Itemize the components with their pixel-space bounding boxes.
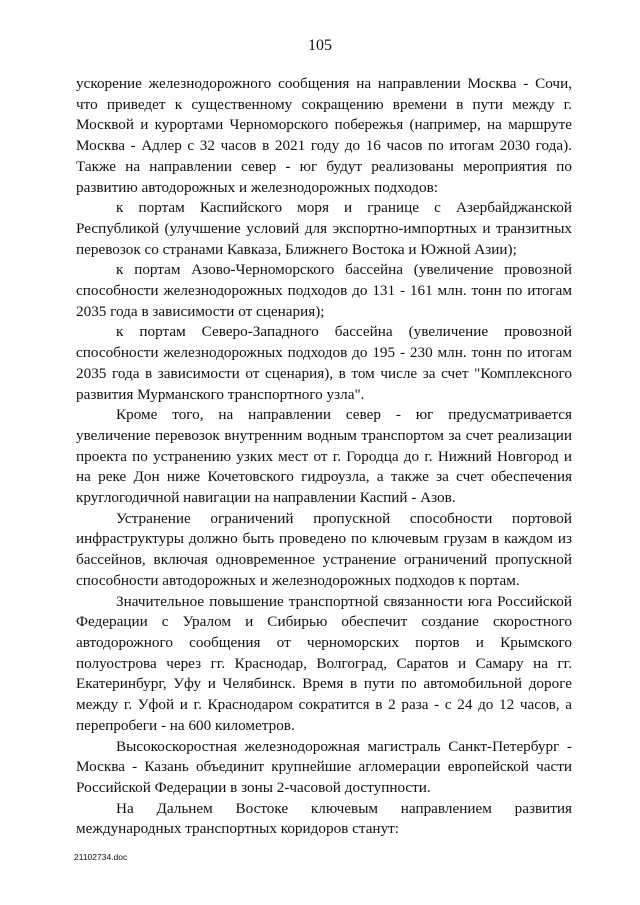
paragraph: Значительное повышение транспортной связанности юга Российской Федерации с Уралом и Сибирью обеспечит создание скоростного автодорожного сообщения от черноморских портов и Крымского полуострова через гг. Краснодар, Волгоград, Саратов и Самару на гг. Екатеринбург, Уфу и Челябинск. Время в пути по автомобильной дороге между г. Уфой и г. Краснодаром сократится в 2 раза - с 24 до 12 часов, а перепробеги - на 600 километров.: [76, 592, 572, 734]
paragraph: к портам Северо-Западного бассейна (увеличение провозной способности железнодорожных подходов до 195 - 230 млн. тонн по итогам 2035 года в зависимости от сценария), в том числе за счет "Комплексного развития Мурманского транспортного узла".: [76, 323, 572, 403]
paragraph: Кроме того, на направлении север - юг предусматривается увеличение перевозок внутренним водным транспортом за счет реализации проекта по устранению узких мест от г. Городца до г. Нижний Новгород и на реке Дон ниже Кочетовского гидроузла, а также за счет обеспечения круглогодичной навигации на направлении Каспий - Азов.: [76, 406, 572, 507]
paragraph: ускорение железнодорожного сообщения на направлении Москва - Сочи, что приведет к существенному сокращению времени в пути между г. Москвой и курортами Черноморского побережья (например, на маршруте Москва - Адлер с 32 часов в 2021 году до 16 часов по итогам 2030 года). Также на направлении север - юг будут реализованы мероприятия по развитию автодорожных и железнодорожных подходов:: [76, 75, 572, 196]
page-number: 105: [308, 37, 332, 54]
paragraph: Устранение ограничений пропускной способности портовой инфраструктуры должно быть проведено по ключевым грузам в каждом из бассейнов, включая одновременное устранение ограничений пропускной способности автодорожных и железнодорожных подходов к портам.: [76, 509, 572, 589]
paragraph: к портам Каспийского моря и границе с Азербайджанской Республикой (улучшение условий для экспортно-импортных и транзитных перевозок со странами Кавказа, Ближнего Востока и Южной Азии);: [76, 199, 572, 258]
paragraph: На Дальнем Востоке ключевым направлением развития международных транспортных коридоров станут:: [76, 799, 572, 838]
paragraph: Высокоскоростная железнодорожная магистраль Санкт-Петербург - Москва - Казань объединит крупнейшие агломерации европейской части Российской Федерации в зоны 2-часовой доступности.: [76, 737, 572, 796]
paragraph: к портам Азово-Черноморского бассейна (увеличение провозной способности железнодорожных подходов до 131 - 161 млн. тонн по итогам 2035 года в зависимости от сценария);: [76, 261, 572, 320]
body-text: [76, 74, 572, 840]
footer-filename: 21102734.doc: [74, 852, 128, 862]
